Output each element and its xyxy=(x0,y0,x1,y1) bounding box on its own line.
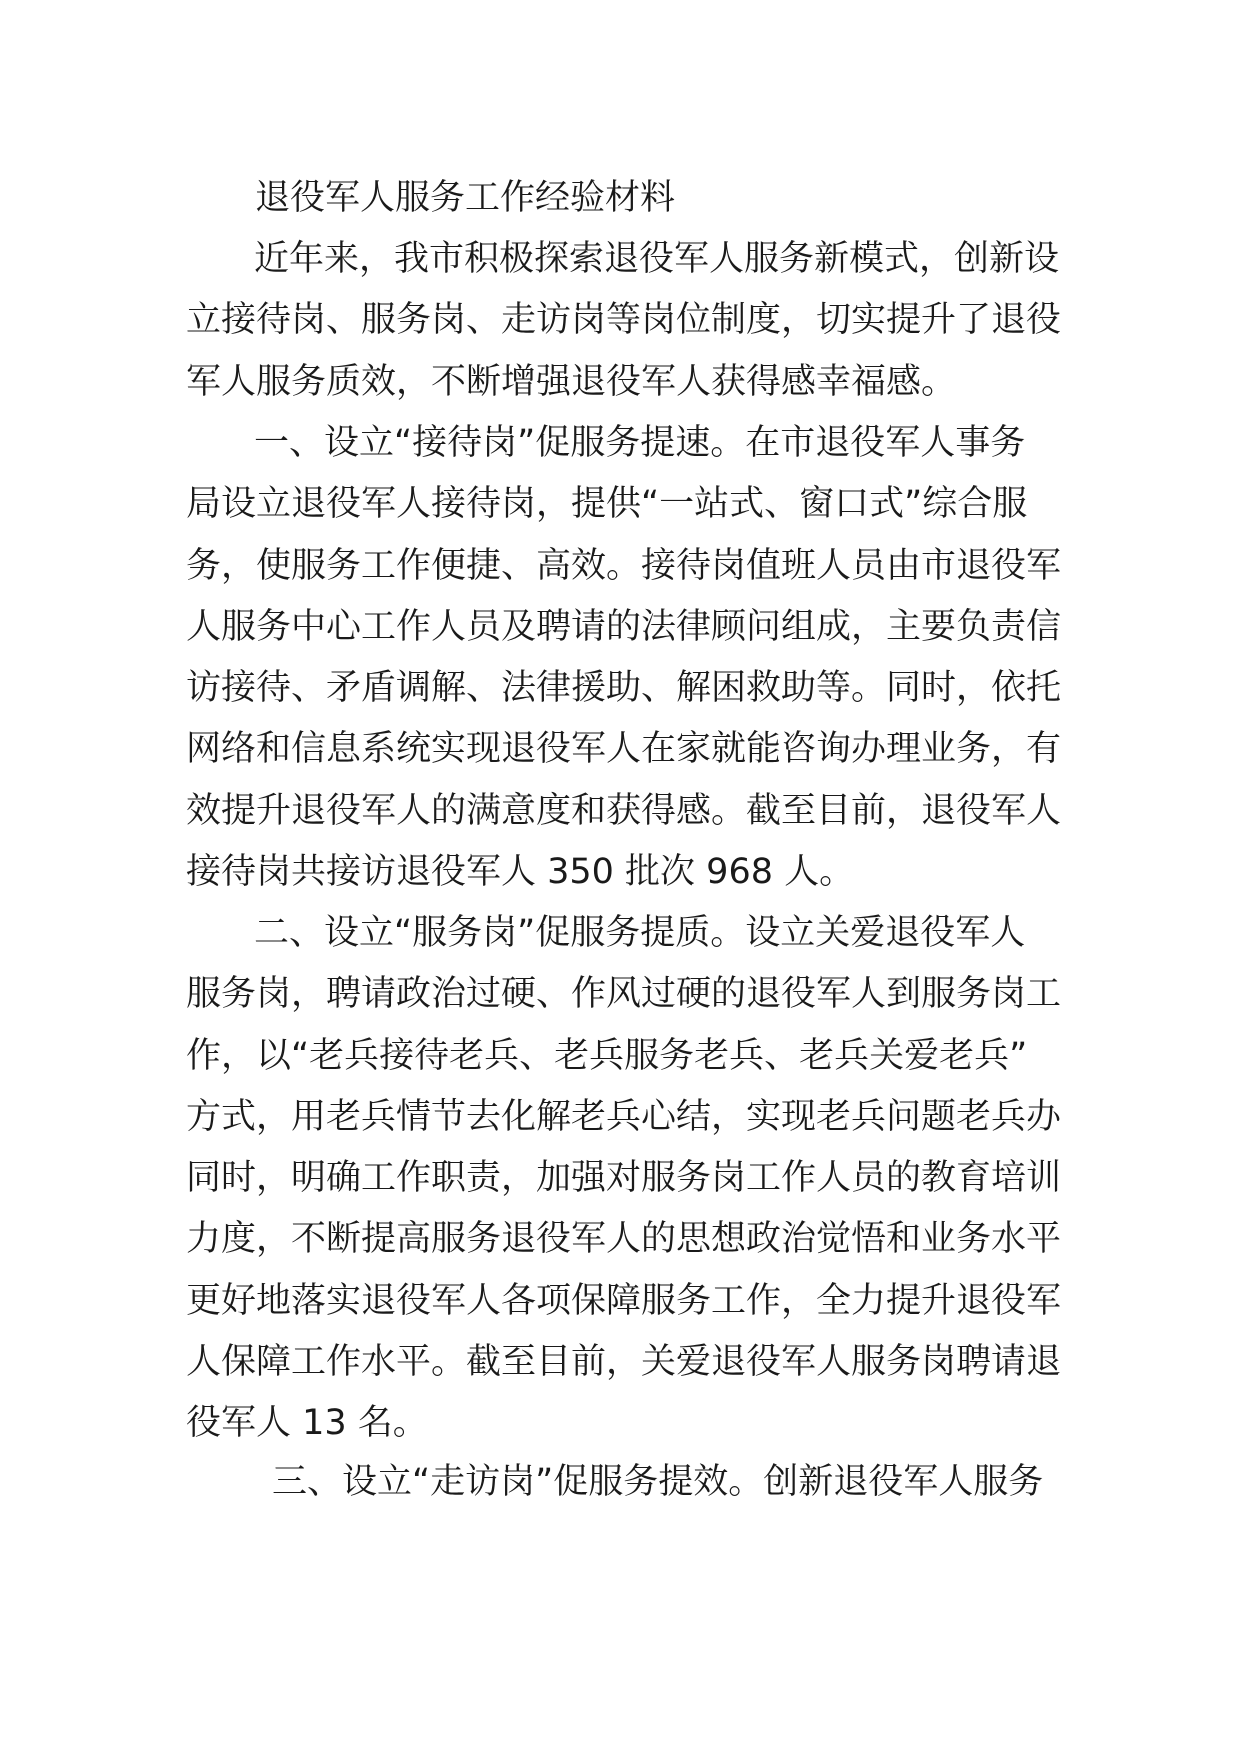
paragraph-line: 同时，明确工作职责，加强对服务岗工作人员的教育培训 xyxy=(186,1158,1062,1199)
section-2-paragraph xyxy=(186,903,1062,1455)
paragraph-line: 军人服务质效，不断增强退役军人获得感幸福感。 xyxy=(186,361,957,402)
paragraph-line: 务，使服务工作便捷、高效。接待岗值班人员由市退役军 xyxy=(186,545,1062,586)
paragraph-line: 更好地落实退役军人各项保障服务工作，全力提升退役军 xyxy=(186,1280,1062,1321)
paragraph-line: 访接待、矛盾调解、法律援助、解困救助等。同时，依托 xyxy=(186,668,1062,709)
paragraph-line: 人服务中心工作人员及聘请的法律顾问组成，主要负责信 xyxy=(186,606,1062,647)
section-1-paragraph xyxy=(186,413,1062,903)
paragraph-line: 役军人 13 名。 xyxy=(186,1403,428,1444)
section-3-paragraph xyxy=(186,1452,1056,1513)
section-heading-line: 一、设立“接待岗”促服务提速。在市退役军人事务 xyxy=(254,423,1026,463)
paragraph-line: 服务岗，聘请政治过硬、作风过硬的退役军人到服务岗工 xyxy=(186,974,1062,1015)
document-title: 退役军人服务工作经验材料 xyxy=(255,178,676,218)
paragraph-line: 效提升退役军人的满意度和获得感。截至目前，退役军人 xyxy=(186,790,1062,831)
paragraph-line: 作，以“老兵接待老兵、老兵服务老兵、老兵关爱老兵” xyxy=(186,1035,1028,1076)
paragraph-line: 近年来，我市积极探索退役军人服务新模式，创新设 xyxy=(254,239,1060,279)
paragraph-line: 人保障工作水平。截至目前，关爱退役军人服务岗聘请退 xyxy=(186,1342,1062,1383)
section-heading-line: 三、设立“走访岗”促服务提效。创新退役军人服务 xyxy=(272,1462,1044,1502)
paragraph-line: 力度，不断提高服务退役军人的思想政治觉悟和业务水平 xyxy=(186,1219,1062,1260)
intro-paragraph xyxy=(186,229,1062,413)
paragraph-line: 方式，用老兵情节去化解老兵心结，实现老兵问题老兵办 xyxy=(186,1096,1062,1137)
paragraph-line: 立接待岗、服务岗、走访岗等岗位制度，切实提升了退役 xyxy=(186,300,1062,341)
paragraph-line: 局设立退役军人接待岗，提供“一站式、窗口式”综合服 xyxy=(186,484,1028,525)
paragraph-line: 网络和信息系统实现退役军人在家就能咨询办理业务，有 xyxy=(186,729,1062,770)
section-heading-line: 二、设立“服务岗”促服务提质。设立关爱退役军人 xyxy=(254,913,1026,953)
paragraph-line: 接待岗共接访退役军人 350 批次 968 人。 xyxy=(186,852,855,893)
